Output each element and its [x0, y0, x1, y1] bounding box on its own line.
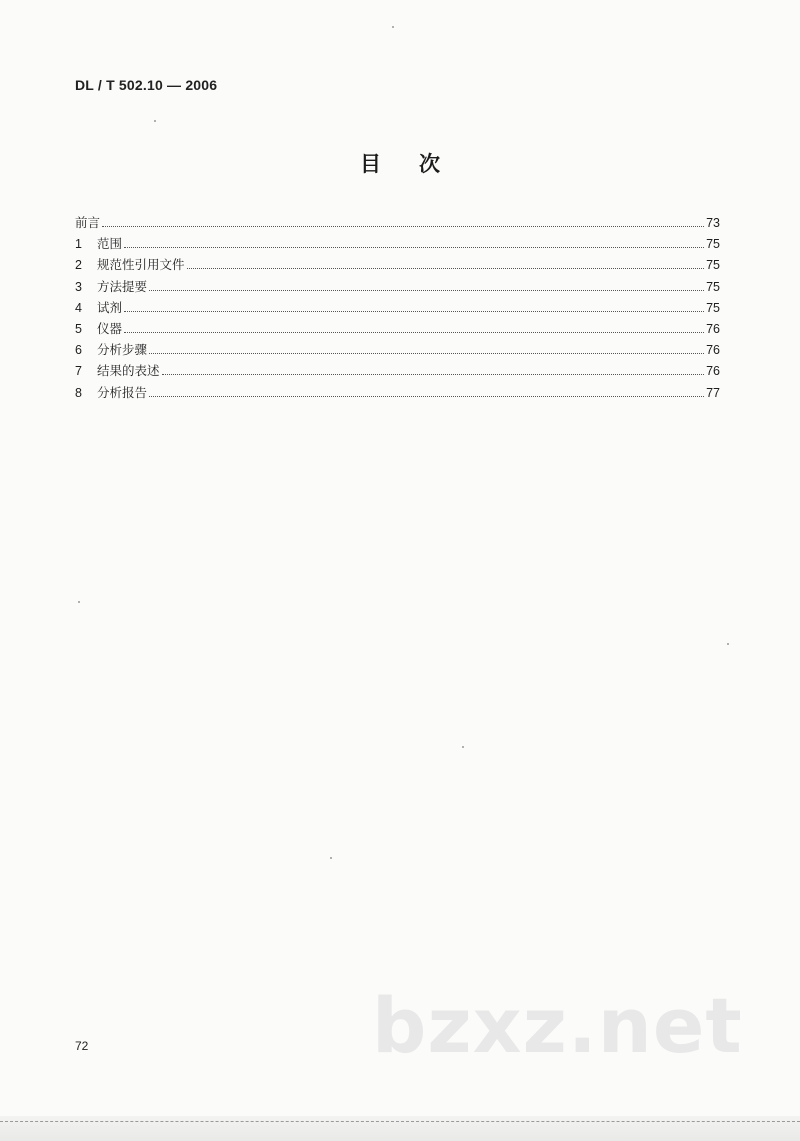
toc-entry-7[interactable]: [75, 361, 720, 382]
toc-title: [0, 148, 800, 178]
toc-entry-2[interactable]: [75, 255, 720, 276]
toc-entry-label: 方法提要: [97, 278, 148, 294]
toc-entry-number: 1: [75, 237, 82, 252]
toc-entry-label: 范围: [97, 236, 123, 252]
toc-dot-leader: [162, 373, 705, 375]
toc-dot-leader: [124, 310, 704, 312]
toc-entry-label: 规范性引用文件: [97, 257, 185, 273]
toc-entry-number: 6: [75, 343, 82, 358]
toc-entry-number: 4: [75, 300, 82, 315]
toc-entry-foreword[interactable]: [75, 213, 720, 234]
scan-speck: [154, 120, 156, 122]
toc-dot-leader: [124, 246, 704, 248]
document-code: DL / T 502.10 — 2006: [75, 77, 218, 93]
scan-speck: [78, 601, 80, 603]
toc-entry-page: 75: [706, 237, 720, 252]
toc-entry-label: 分析报告: [97, 384, 148, 400]
toc-dot-leader: [149, 395, 704, 397]
toc-entry-number: 8: [75, 385, 82, 400]
scan-bottom-rule: [0, 1121, 800, 1122]
toc-entry-3[interactable]: [75, 277, 720, 298]
toc-dot-leader: [102, 225, 704, 227]
toc-entry-4[interactable]: [75, 298, 720, 319]
toc-entry-page: 75: [706, 300, 720, 315]
toc-entry-8[interactable]: [75, 383, 720, 404]
toc-entry-1[interactable]: [75, 234, 720, 255]
toc-entry-page: 76: [706, 343, 720, 358]
toc-entry-label: 前言: [75, 215, 101, 230]
toc-dot-leader: [124, 331, 704, 333]
toc-entry-6[interactable]: [75, 340, 720, 361]
toc-entry-label: 试剂: [97, 299, 123, 315]
toc-entry-5[interactable]: [75, 319, 720, 340]
toc-entry-page: 75: [706, 279, 720, 294]
table-of-contents: [75, 213, 720, 404]
toc-entry-label: 结果的表述: [97, 363, 160, 379]
toc-entry-number: 5: [75, 321, 82, 336]
toc-dot-leader: [149, 289, 704, 291]
page-number: 72: [75, 1039, 89, 1053]
toc-dot-leader: [149, 352, 704, 354]
toc-entry-page: 75: [706, 258, 720, 273]
toc-entry-page: 76: [706, 364, 720, 379]
toc-entry-number: 3: [75, 279, 82, 294]
scan-speck: [330, 857, 332, 859]
toc-title-char-2: 次: [419, 152, 440, 176]
toc-entry-page: 73: [706, 216, 720, 230]
toc-entry-page: 77: [706, 385, 720, 400]
scan-bottom-edge: [0, 1116, 800, 1141]
scan-speck: [727, 643, 729, 645]
toc-entry-page: 76: [706, 321, 720, 336]
toc-title-char-1: 目: [360, 152, 381, 176]
scan-speck: [462, 746, 464, 748]
toc-dot-leader: [187, 267, 705, 269]
scan-speck: [392, 26, 394, 28]
toc-entry-number: 2: [75, 258, 82, 273]
watermark: bzxz.net: [372, 981, 743, 1070]
toc-entry-number: 7: [75, 364, 82, 379]
toc-entry-label: 分析步骤: [97, 342, 148, 358]
toc-entry-label: 仪器: [97, 320, 123, 336]
